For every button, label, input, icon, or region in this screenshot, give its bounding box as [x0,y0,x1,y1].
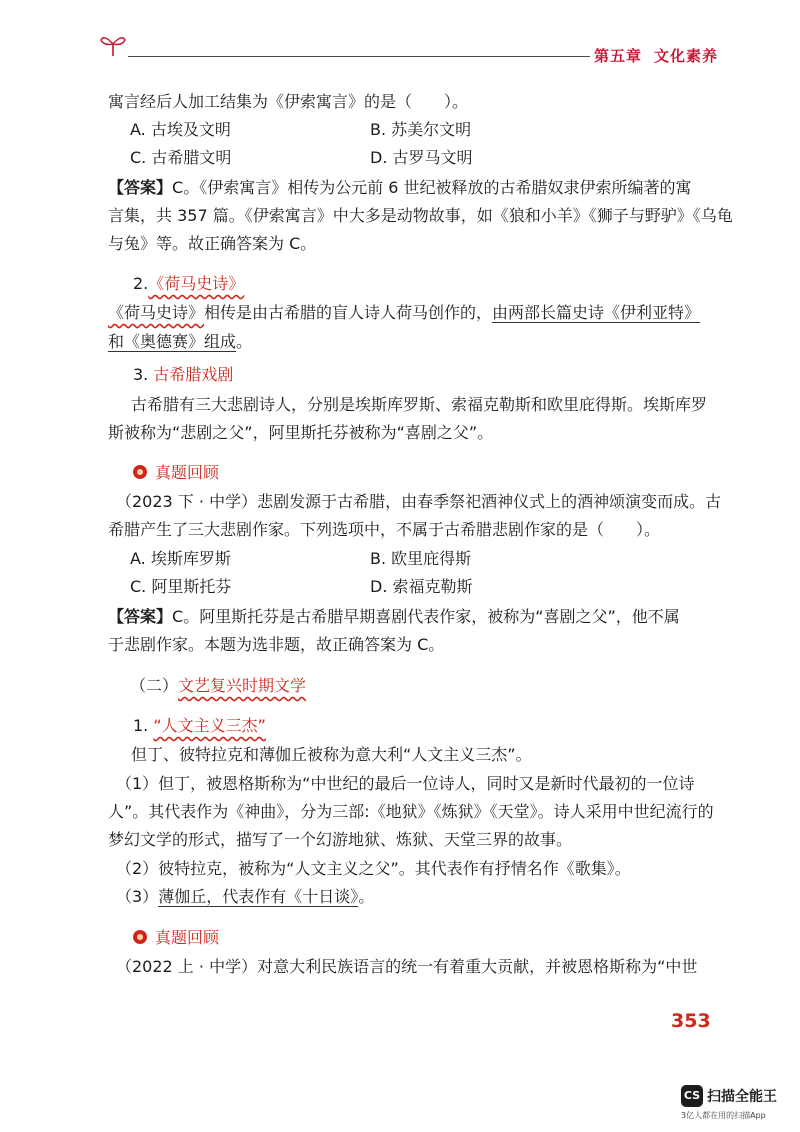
sec1-heading [133,715,266,737]
review1-answer-label: 【答案】 [108,607,173,626]
sec3-heading [133,364,233,386]
part2-title: 文艺复兴时期文学 [178,676,307,695]
review1-stem2: 希腊产生了三大悲剧作家。下列选项中，不属于古希腊悲剧作家的是（ ）。 [108,520,661,539]
sec1-p2: （2）彼特拉克，被称为“人文主义之父”。其代表作有抒情名作《歌集》。 [116,859,631,878]
scanner-watermark [681,1085,791,1121]
chapter-topic: 文化素养 [654,47,719,65]
q1-option-b: B. 苏美尔文明 [370,120,472,139]
sec1-p3 [116,886,374,908]
sec2-heading [133,273,244,295]
review1-heading [133,462,219,484]
chapter-header [594,45,718,66]
sec3-line2: 斯被称为“悲剧之父”，阿里斯托芬被称为“喜剧之父”。 [108,423,494,442]
sec2-line1 [108,302,700,324]
q1-stem: 寓言经后人加工结集为《伊索寓言》的是（ ）。 [108,92,469,111]
part2-heading [130,675,306,697]
sec1-p3-underlined: 薄伽丘，代表作有《十日谈》 [158,887,359,906]
header-rule-end [580,56,590,57]
sec1-number: 1. [133,716,149,735]
sprout-icon [98,30,128,60]
flower-icon [133,930,147,944]
header-rule [128,56,580,57]
q1-option-a: A. 古埃及文明 [130,120,231,139]
scanner-brand: 扫描全能王 [707,1089,777,1105]
sec1-p1-line3: 梦幻文学的形式，描写了一个幻游地狱、炼狱、天堂三界的故事。 [108,830,573,849]
review1-option-d: D. 索福克勒斯 [370,577,473,596]
page-number: 353 [671,1010,711,1032]
q1-option-d: D. 古罗马文明 [370,148,473,167]
review1-option-b: B. 欧里庇得斯 [370,549,472,568]
camscanner-logo-icon: CS [681,1085,703,1107]
review1-stem1: （2023 下 · 中学）悲剧发源于古希腊，由春季祭祀酒神仪式上的酒神颂演变而成。古 [116,492,722,511]
sec1-p3-end: 。 [358,887,375,906]
review2-stem1: （2022 上 · 中学）对意大利民族语言的统一有着重大贡献，并被恩格斯称为“中世 [116,957,698,976]
sec2-title: 《荷马史诗》 [148,274,245,293]
q1-answer-label: 【答案】 [108,178,173,197]
review2-heading [133,927,219,949]
review1-option-c: C. 阿里斯托芬 [130,577,232,596]
sec3-number: 3. [133,365,149,384]
sec2-line1-a: 《荷马史诗》 [108,303,205,322]
sec2-number: 2. [133,274,149,293]
sec1-title: “人文主义三杰” [153,716,266,735]
part2-prefix: （二） [130,676,179,695]
sec2-line2-text: 和《奥德赛》组成 [108,332,237,351]
sec3-title: 古希腊戏剧 [153,365,234,384]
sec1-intro: 但丁、彼特拉克和薄伽丘被称为意大利“人文主义三杰”。 [131,745,532,764]
q1-answer-line3: 与兔》等。故正确答案为 C。 [108,234,317,253]
sec1-p3-prefix: （3） [116,887,159,906]
sec2-line2-end: 。 [236,332,253,351]
review1-title: 真题回顾 [155,463,220,482]
q1-answer-line2: 言集，共 357 篇。《伊索寓言》中大多是动物故事，如《狼和小羊》《狮子与野驴》《乌龟 [108,206,733,225]
scanner-tagline: 3亿人都在用的扫描App [681,1111,766,1120]
sec2-line2 [108,331,252,353]
sec1-p1-line1: （1）但丁，被恩格斯称为“中世纪的最后一位诗人，同时又是新时代最初的一位诗 [116,774,695,793]
sec1-p1-line2: 人”。其代表作为《神曲》，分为三部:《地狱》《炼狱》《天堂》。诗人采用中世纪流行的 [108,802,714,821]
chapter-number: 第五章 [594,47,643,65]
sec2-line1-b: 相传是由古希腊的盲人诗人荷马创作的， [204,303,493,322]
q1-option-c: C. 古希腊文明 [130,148,232,167]
q1-answer-line1 [108,177,692,199]
q1-answer-text1: C。《伊索寓言》相传为公元前 6 世纪被释放的古希腊奴隶伊索所编著的寓 [172,178,692,197]
review2-title: 真题回顾 [155,928,220,947]
review1-answer-line1 [108,606,680,628]
review1-answer-line2: 于悲剧作家。本题为选非题，故正确答案为 C。 [108,635,445,654]
sec2-line1-c: 由两部长篇史诗《伊利亚特》 [492,303,701,322]
review1-option-a: A. 埃斯库罗斯 [130,549,231,568]
flower-icon [133,465,147,479]
review1-answer-text1: C。阿里斯托芬是古希腊早期喜剧代表作家，被称为“喜剧之父”，他不属 [172,607,680,626]
sec3-line1: 古希腊有三大悲剧诗人，分别是埃斯库罗斯、索福克勒斯和欧里庇得斯。埃斯库罗 [131,395,708,414]
